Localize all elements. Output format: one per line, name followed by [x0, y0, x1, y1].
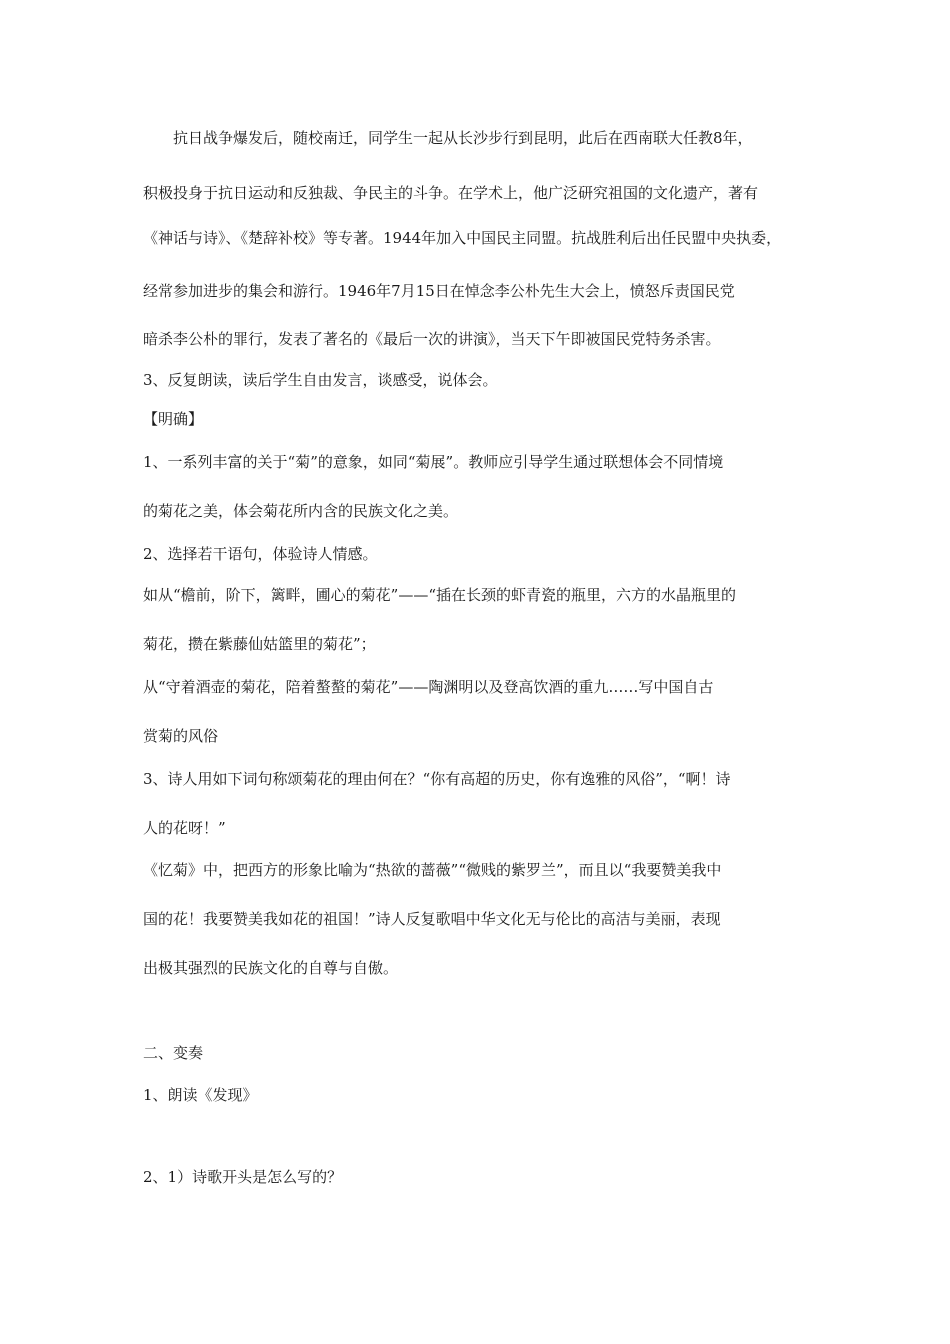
explanation-line-3: 出极其强烈的民族文化的自尊与自傲。 — [143, 959, 399, 977]
biography-line-5: 暗杀李公朴的罪行，发表了著名的《最后一次的讲演》，当天下午即被国民党特务杀害。 — [143, 330, 721, 348]
clarify-heading: 【明确】 — [143, 410, 204, 428]
point-3-line-1: 3、诗人用如下词句称颂菊花的理由何在？“你有高超的历史，你有逸雅的风俗”，“啊！诗 — [143, 770, 731, 788]
point-1-line-1: 1、一系列丰富的关于“菊”的意象，如同“菊展”。教师应引导学生通过联想体会不同情境 — [143, 453, 724, 471]
biography-line-2: 积极投身于抗日运动和反独裁、争民主的斗争。在学术上，他广泛研究祖国的文化遗产，著有 — [143, 184, 759, 202]
section-2-heading: 二、变奏 — [143, 1044, 204, 1062]
explanation-line-2: 国的花！我要赞美我如花的祖国！”诗人反复歌唱中华文化无与伦比的高洁与美丽，表现 — [143, 910, 721, 928]
example-1-line-1: 如从“檐前，阶下，篱畔，圃心的菊花”——“插在长颈的虾青瓷的瓶里，六方的水晶瓶里的 — [143, 586, 737, 604]
point-2: 2、选择若干语句，体验诗人情感。 — [143, 545, 378, 563]
point-1-line-2: 的菊花之美，体会菊花所内含的民族文化之美。 — [143, 502, 459, 520]
biography-line-4: 经常参加进步的集会和游行。1946年7月15日在悼念李公朴先生大会上，愤怒斥责国民党 — [143, 282, 735, 300]
point-3-line-2: 人的花呀！” — [143, 819, 226, 837]
step-3: 3、反复朗读，读后学生自由发言，谈感受，说体会。 — [143, 371, 498, 389]
section-2-item-1: 1、朗读《发现》 — [143, 1086, 258, 1104]
section-2-item-2: 2、1）诗歌开头是怎么写的？ — [143, 1168, 343, 1186]
example-1-line-2: 菊花，攒在紫藤仙姑篮里的菊花”； — [143, 635, 376, 653]
explanation-line-1: 《忆菊》中，把西方的形象比喻为“热欲的蔷薇”“微贱的紫罗兰”，而且以“我要赞美我中 — [143, 861, 722, 879]
biography-line-1: 抗日战争爆发后，随校南迁，同学生一起从长沙步行到昆明，此后在西南联大任教8年， — [173, 129, 753, 147]
example-2-line-1: 从“守着酒壶的菊花，陪着螯螯的菊花”——陶渊明以及登高饮酒的重九……写中国自古 — [143, 678, 714, 696]
example-2-line-2: 赏菊的风俗 — [143, 727, 219, 745]
biography-line-3: 《神话与诗》、《楚辞补校》等专著。1944年加入中国民主同盟。抗战胜利后出任民盟中央执委， — [143, 229, 782, 247]
